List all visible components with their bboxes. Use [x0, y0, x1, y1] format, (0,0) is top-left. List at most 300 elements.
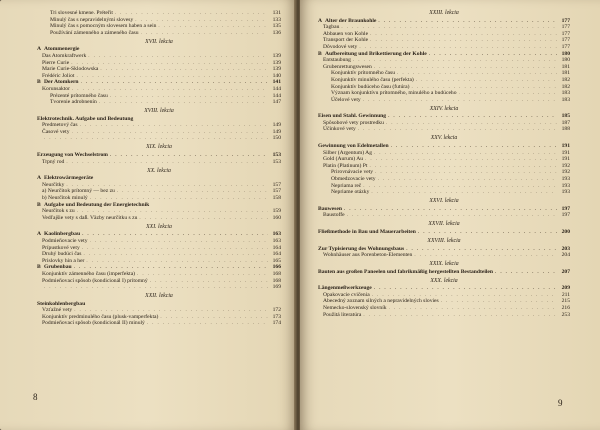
entry-page-number: 253 [561, 311, 570, 318]
entry-title: Minulý čas s pomocným slovesem haben a sein [50, 23, 157, 30]
entry-title: Dôvodové vety [323, 43, 358, 50]
dot-leader [110, 94, 268, 101]
entry-title: Transport der Kohle [323, 37, 369, 44]
entry-title: Elektrotechnik. Aufgabe und Bedeutung [37, 115, 134, 122]
entry-page-number: 216 [561, 305, 570, 312]
entry-page-number: 153 [272, 152, 281, 159]
entry-page-number: 157 [272, 188, 281, 195]
entry-title [37, 79, 79, 86]
toc-section[interactable] [37, 175, 281, 182]
dot-leader [139, 216, 268, 223]
entry-title: Obmedzovacie vety [331, 176, 376, 183]
dot-leader [82, 232, 268, 239]
toc-entry[interactable] [318, 206, 570, 213]
section-title: Elektrowärmegeräte [44, 175, 94, 182]
entry-title: Nepriama reč [331, 182, 362, 189]
entry-title: Entstaubung [323, 57, 351, 64]
entry-title: Marie Curie-Sklodowska [42, 66, 99, 73]
toc-entry[interactable] [37, 188, 281, 195]
entry-title: Abbauen von Kohle [323, 30, 369, 37]
entry-title [37, 202, 149, 209]
entry-page-number: 139 [272, 59, 281, 66]
toc-section[interactable] [318, 51, 570, 58]
toc-entry[interactable] [37, 86, 281, 93]
section-letter: A [37, 231, 42, 238]
entry-page-number: 164 [272, 244, 281, 251]
dot-leader [375, 170, 557, 177]
section-title: Grubenbau [44, 264, 72, 271]
dot-leader [370, 32, 557, 39]
toc-entry[interactable] [37, 245, 281, 252]
entry-title: Neurčitok s zu [42, 208, 75, 215]
toc-entry[interactable] [37, 99, 281, 106]
toc-entry[interactable] [318, 212, 570, 219]
toc-entry[interactable] [318, 37, 570, 44]
toc-entry[interactable] [37, 278, 281, 285]
entry-page-number: 200 [561, 228, 570, 235]
lesson-heading: XXVII. lekcia [428, 221, 460, 228]
section-letter: B [37, 264, 41, 271]
toc-entry[interactable] [318, 156, 570, 163]
dot-leader [158, 24, 268, 31]
dot-leader [406, 247, 557, 254]
toc-entry[interactable] [37, 116, 281, 123]
toc-entry[interactable] [318, 126, 570, 133]
dot-leader [353, 58, 557, 65]
entry-page-number: 164 [272, 251, 281, 258]
toc-entry[interactable] [37, 53, 281, 60]
toc-entry[interactable] [37, 66, 281, 73]
left-page [0, 0, 296, 430]
toc-entry[interactable] [318, 285, 570, 292]
dot-leader [397, 71, 557, 78]
section-title: Der Atomkern [44, 79, 79, 86]
entry-page-number: 169 [272, 284, 281, 291]
dot-leader [81, 80, 268, 87]
entry-page-number: 192 [561, 169, 570, 176]
section-title: Kaolinbergbau [44, 231, 81, 238]
dot-leader [344, 207, 557, 214]
entry-page-number: 204 [561, 252, 570, 259]
entry-page-number: 136 [272, 29, 281, 36]
dot-leader [374, 286, 557, 293]
dot-leader [369, 164, 557, 171]
lesson-heading: XXII. lekcia [145, 293, 173, 300]
dot-leader [117, 189, 268, 196]
entry-title: Konjunktív minulého času (perfekta) [331, 76, 414, 83]
entry-page-number: 181 [561, 70, 570, 77]
toc-entry[interactable] [37, 152, 281, 159]
dot-leader [365, 157, 557, 164]
dot-leader [363, 313, 557, 320]
dot-leader [115, 11, 268, 18]
dot-leader [441, 299, 557, 306]
toc-entry[interactable] [37, 320, 281, 327]
toc-entry[interactable] [318, 90, 570, 97]
dot-leader [416, 78, 557, 85]
toc-entry[interactable] [318, 176, 570, 183]
entry-page-number: 177 [561, 37, 570, 44]
entry-title: Grubenrettungswesen [323, 63, 372, 70]
entry-page-number: 180 [561, 57, 570, 64]
entry-title: Korunsaktor [42, 85, 70, 92]
toc-entry[interactable] [37, 258, 281, 265]
entry-title: Steinkohlenbergbau [37, 300, 86, 307]
dot-leader [391, 144, 557, 151]
dot-leader [83, 252, 268, 259]
toc-entry[interactable] [37, 30, 281, 37]
dot-leader [71, 61, 268, 68]
entry-title: Konjunktív predminulého času (plusk-vamperfekta) [42, 313, 159, 320]
entry-page-number: 168 [272, 277, 281, 284]
toc-section[interactable] [37, 79, 281, 86]
entry-page-number: 177 [561, 30, 570, 37]
dot-leader [88, 54, 268, 61]
dot-leader [358, 127, 557, 134]
lesson-heading: XXIV. lekcia [429, 105, 459, 112]
entry-title: Prézenté prítomného času [50, 92, 108, 99]
toc-entry[interactable] [37, 208, 281, 215]
entry-page-number: 131 [272, 10, 281, 16]
dot-leader [100, 67, 268, 74]
entry-page-number: 193 [561, 189, 570, 196]
dot-leader [347, 213, 557, 220]
section-title: Aufbereitung und Brikettierung der Kohle [325, 50, 427, 57]
dot-leader [110, 153, 268, 160]
toc-entry[interactable] [318, 57, 570, 64]
section-letter: B [318, 50, 322, 57]
dot-leader [72, 130, 269, 137]
entry-title: Tagbau [323, 24, 340, 31]
section-letter: A [318, 17, 323, 24]
entry-title: Pierre Curie [42, 59, 70, 66]
dot-leader [44, 136, 268, 143]
toc-entry[interactable] [318, 24, 570, 31]
entry-title [318, 18, 376, 25]
toc-entry[interactable] [318, 113, 570, 120]
toc-entry[interactable] [318, 189, 570, 196]
dot-leader [386, 121, 557, 128]
toc-entry[interactable] [318, 64, 570, 71]
entry-page-number: 144 [272, 85, 281, 92]
toc-entry[interactable] [318, 143, 570, 150]
entry-title: Používání zámenného a zámeného času [50, 29, 139, 36]
toc-entry[interactable] [37, 60, 281, 67]
toc-entry[interactable] [37, 307, 281, 314]
entry-page-number: 139 [272, 66, 281, 73]
right-page [300, 0, 600, 430]
right-page-number: 9 [558, 398, 563, 408]
dot-leader [99, 100, 268, 107]
dot-leader [44, 285, 268, 292]
entry-page-number: 149 [272, 128, 281, 135]
entry-title: Predmetový čas [42, 122, 78, 129]
entry-title: Prislovky hin a her [42, 257, 85, 264]
dot-leader [82, 246, 268, 253]
entry-page-number: 183 [561, 90, 570, 97]
dot-leader [371, 190, 557, 197]
toc-entry[interactable] [318, 269, 570, 276]
dot-leader [86, 259, 268, 266]
entry-page-number: 207 [561, 268, 570, 275]
entry-title [37, 231, 80, 238]
entry-title: Das Atomkraftwerk [42, 52, 87, 59]
entry-page-number: 203 [561, 245, 570, 252]
toc-entry[interactable] [318, 292, 570, 299]
toc-entry[interactable] [37, 301, 281, 308]
toc-section[interactable] [37, 46, 281, 53]
lesson-heading: XXIX. lekcia [429, 261, 459, 268]
entry-page-number: 197 [561, 205, 570, 212]
toc-section[interactable] [37, 264, 281, 271]
lesson-heading: XX. lekcia [147, 167, 171, 174]
entry-title: Trpný rod [42, 158, 65, 165]
entry-page-number: 209 [561, 285, 570, 292]
entry-title: Vedľajšie vety s daß. Väzby neurčitku s zu [42, 214, 138, 221]
toc-entry[interactable] [318, 298, 570, 305]
dot-leader [495, 270, 557, 277]
entry-page-number: 163 [272, 237, 281, 244]
entry-page-number: 187 [561, 119, 570, 126]
entry-page-number: 150 [272, 135, 281, 142]
entry-title: a) Neurčitok prítomný — bez zu [42, 188, 115, 195]
entry-title [37, 175, 93, 182]
entry-page-number: 193 [561, 182, 570, 189]
entry-page-number: 188 [561, 126, 570, 133]
entry-page-number: 157 [272, 181, 281, 188]
entry-page-number: 183 [561, 96, 570, 103]
entry-title: Platin (Platinum) Pt [323, 162, 368, 169]
toc-entry[interactable] [37, 17, 281, 24]
toc-entry[interactable] [318, 169, 570, 176]
entry-page-number: 158 [272, 195, 281, 201]
section-letter: B [37, 201, 41, 208]
dot-leader [160, 315, 268, 322]
entry-title: Použitá literatúra [323, 311, 362, 318]
lesson-heading: XXI. lekcia [146, 223, 172, 230]
toc-entry[interactable] [37, 159, 281, 166]
entry-page-number: 159 [272, 208, 281, 215]
toc-entry[interactable] [318, 44, 570, 51]
left-toc [37, 10, 281, 327]
entry-page-number: 163 [272, 231, 281, 238]
toc-entry[interactable] [37, 129, 281, 136]
toc-entry[interactable] [318, 183, 570, 190]
entry-page-number: 193 [561, 176, 570, 183]
entry-title: Konjunktív zámenného času (imperfekta) [42, 270, 136, 277]
entry-page-number: 141 [272, 79, 281, 86]
entry-page-number: 147 [272, 99, 281, 106]
dot-leader [374, 151, 557, 158]
entry-page-number: 168 [272, 270, 281, 277]
lesson-heading: XVII. lekcia [145, 38, 173, 45]
entry-page-number: 191 [561, 156, 570, 163]
entry-title: Nemecko-slovenský slovník [323, 305, 387, 312]
entry-title: Tvorenie adrobnenín [50, 99, 97, 106]
dot-leader [378, 19, 557, 26]
entry-title: Erzeugung von Wechselstrom [37, 152, 108, 159]
toc-entry[interactable] [37, 238, 281, 245]
dot-leader [141, 31, 268, 38]
entry-page-number: 166 [272, 264, 281, 271]
entry-title: b) Neurčitok minulý [42, 195, 88, 201]
toc-entry[interactable] [37, 122, 281, 129]
left-page-number: 8 [33, 392, 38, 402]
section-title: Atommenergie [44, 46, 80, 53]
dot-leader [137, 272, 268, 279]
entry-title: Baustoffe [323, 212, 345, 219]
toc-entry[interactable] [37, 284, 281, 291]
dot-leader [363, 184, 557, 191]
entry-title: Podmieňovací spôsob (kondicionál II) minulý [42, 320, 145, 327]
entry-page-number: 191 [561, 149, 570, 156]
dot-leader [389, 306, 557, 313]
entry-page-number: 177 [561, 17, 570, 24]
dot-leader [147, 321, 268, 328]
entry-title: Frédéric Joliot [42, 72, 75, 79]
entry-title: Časové vety [42, 128, 70, 135]
entry-page-number: 149 [272, 122, 281, 129]
entry-page-number: 153 [272, 158, 281, 165]
toc-entry[interactable] [37, 10, 281, 17]
entry-page-number: 180 [561, 50, 570, 57]
entry-title: Význam konjunktívu prítomného, minulého a budúceho [331, 90, 457, 97]
entry-page-number: 133 [272, 16, 281, 23]
entry-page-number: 181 [561, 63, 570, 70]
entry-title: Minulý čas s nepravidelnými slovesy [50, 16, 134, 23]
toc-entry[interactable] [318, 246, 570, 253]
entry-page-number: 139 [272, 52, 281, 59]
dot-leader [374, 65, 557, 72]
right-toc [318, 10, 570, 318]
dot-leader [80, 123, 268, 130]
dot-leader [370, 38, 557, 45]
entry-title: Opakovacie cvičenia [323, 291, 370, 298]
entry-page-number: 192 [561, 162, 570, 169]
entry-title [318, 51, 427, 58]
entry-title: Wohnhäuser aus Porenbeton-Elementen [323, 252, 413, 259]
dot-leader [150, 279, 268, 286]
toc-entry[interactable] [37, 271, 281, 278]
dot-leader [378, 177, 557, 184]
entry-title: Tri slovesné kmene. Préteřit [50, 10, 113, 16]
lesson-heading: XXVI. lekcia [429, 198, 459, 205]
entry-title: Abecedný zoznam silných a nepravidelných slovies [323, 298, 439, 305]
entry-page-number: 177 [561, 43, 570, 50]
lesson-heading: XXX. lekcia [430, 277, 458, 284]
entry-page-number: 144 [272, 92, 281, 99]
toc-entry[interactable] [37, 215, 281, 222]
entry-page-number: 165 [272, 257, 281, 264]
dot-leader [414, 253, 557, 260]
entry-title: Druhý budúci čas [42, 251, 82, 258]
entry-title: Fließmethode in Bau und Mauerarbeiten [318, 228, 416, 235]
toc-entry[interactable] [37, 135, 281, 142]
entry-title: Konjunktív prítomného času [331, 70, 396, 77]
entry-title: Účinkové vety [323, 126, 356, 133]
toc-entry[interactable] [37, 23, 281, 30]
entry-page-number: 140 [272, 72, 281, 79]
entry-title: Bauwesen [318, 205, 342, 212]
entry-title: Neurčitky [42, 181, 65, 188]
section-letter: B [37, 79, 41, 86]
toc-entry[interactable] [37, 93, 281, 100]
entry-title: Silber (Argentum) Ag [323, 149, 372, 156]
entry-page-number: 191 [561, 143, 570, 150]
lesson-heading: XIX. lekcia [146, 144, 172, 151]
entry-page-number: 160 [272, 214, 281, 221]
entry-title [37, 46, 79, 53]
toc-section[interactable] [37, 231, 281, 238]
entry-page-number: 215 [561, 298, 570, 305]
section-title: Aufgabe und Bedeutung der Energietechnik [44, 201, 150, 208]
entry-title: Gewinnung von Edelmetallen [318, 143, 389, 150]
toc-entry[interactable] [318, 305, 570, 312]
toc-entry[interactable] [318, 163, 570, 170]
entry-title: Nepriame otázky [331, 189, 370, 196]
toc-entry[interactable] [318, 31, 570, 38]
dot-leader [418, 230, 557, 237]
dot-leader [66, 160, 268, 167]
entry-page-number: 182 [561, 83, 570, 90]
entry-title: Konjunktív budúceho času (futúra) [331, 83, 410, 90]
entry-title: Účelové vety [331, 96, 361, 103]
section-letter: A [37, 175, 42, 182]
toc-entry[interactable] [318, 84, 570, 91]
toc-entry[interactable] [37, 195, 281, 202]
entry-page-number: 182 [561, 76, 570, 83]
entry-title: Zur Typisierung des Wohnungsbaus [318, 245, 405, 252]
entry-page-number: 185 [561, 113, 570, 120]
entry-title: Längenmeßwerkzeuge [318, 285, 372, 292]
entry-page-number: 174 [272, 320, 281, 327]
entry-title: Vzťažné vety [42, 307, 73, 314]
entry-page-number: 177 [561, 24, 570, 31]
toc-entry[interactable] [318, 312, 570, 319]
lesson-heading: XXIII. lekcia [429, 10, 459, 16]
entry-page-number: 211 [561, 291, 570, 298]
entry-title: Bauten aus großen Paneelen und fabrikmäßig hergestellten Bestandteilen [318, 268, 494, 275]
toc-entry[interactable] [318, 97, 570, 104]
toc-section[interactable] [318, 18, 570, 25]
entry-title: Prípustkové vety [42, 244, 80, 251]
entry-title: Eisen und Stahl. Gewinnung [318, 113, 387, 120]
entry-title [37, 264, 72, 271]
toc-entry[interactable] [37, 251, 281, 258]
entry-page-number: 173 [272, 313, 281, 320]
entry-title: Spôsobové vety prostredku [323, 119, 384, 126]
lesson-heading: XXVIII. lekcia [427, 237, 461, 244]
entry-title: Podmieňovací spôsob (kondicionál I) prítomný [42, 277, 148, 284]
dot-leader [90, 239, 268, 246]
entry-title: Gold (Aurum) Au [323, 156, 364, 163]
lesson-heading: XVIII. lekcia [144, 108, 174, 115]
toc-entry[interactable] [318, 252, 570, 259]
entry-title: Podmieňovacie vety [42, 237, 88, 244]
toc-entry[interactable] [37, 73, 281, 80]
entry-title: Prirovnávacie vety [331, 169, 374, 176]
toc-entry[interactable] [318, 229, 570, 236]
section-letter: A [37, 46, 42, 53]
entry-page-number: 135 [272, 23, 281, 30]
dot-leader [459, 91, 557, 98]
dot-leader [363, 98, 557, 105]
toc-entry[interactable] [318, 70, 570, 77]
section-title: Alter der Braunkohle [325, 17, 377, 24]
lesson-heading: XXV. lekcia [430, 135, 458, 142]
dot-leader [429, 52, 557, 59]
toc-entry[interactable] [318, 77, 570, 84]
